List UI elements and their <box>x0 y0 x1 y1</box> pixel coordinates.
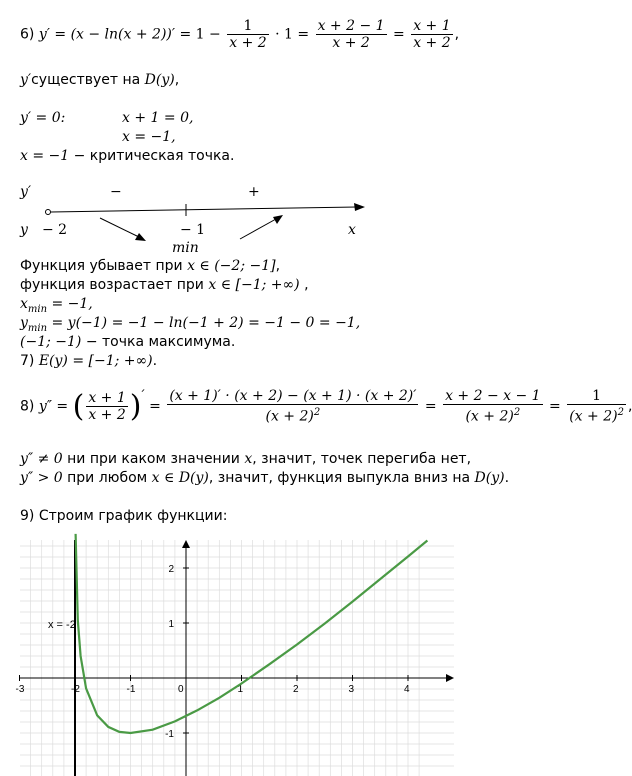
ymin-line: $y_{min} = y(-1) = -1 - \ln(-1 + 2) = -1 - 0 = -1$, <box>20 315 361 334</box>
sign-minus: − <box>110 184 122 200</box>
xmin-line: $x_{min} = -1$, <box>20 296 93 315</box>
fraction-1: $\frac{1}{x + 2}$ <box>229 18 267 51</box>
paren-fraction: $\frac{x + 1}{x + 2}$ <box>88 389 126 423</box>
sign-yprime: y′ <box>20 184 32 200</box>
sign-x: x <box>348 222 356 238</box>
x-tick-label: 0 <box>178 684 184 695</box>
yprime: y′ <box>38 26 50 43</box>
exists-line: y′существует на D(y), <box>20 72 180 88</box>
decrease-line: Функция убывает при x ∈ (−2; −1], <box>20 258 281 274</box>
point-line: (−1; −1) − точка максимума. <box>20 334 236 350</box>
asymptote-label: x = -2 <box>48 619 76 631</box>
zero-eq2: x = −1, <box>122 129 176 145</box>
inflection-line-2: y″ > 0 при любом x ∈ D(y), значит, функция выпукла вниз на D(y). <box>20 470 510 486</box>
sign-mid-point: − 1 <box>180 222 206 238</box>
step8-line: 8) y″ = ( $\frac{x + 1}{x + 2}$ )′ = $\frac{(x + 1)' \cdot (x + 2) - (x + 1) \cdot (x + 2)'}{(x + 2)^2}$ = $\frac{x + 2 - x - 1}{(x + 2)^2}$ = $\frac{1}{(x + 2)^2}$ , <box>20 388 632 425</box>
derivative-expression: (x − ln(x + 2))′ <box>70 26 176 43</box>
fraction-2: $\frac{x + 2 - 1}{x + 2}$ <box>317 18 385 51</box>
sign-left-bound: − 2 <box>42 222 68 238</box>
x-tick-label: -2 <box>71 684 80 695</box>
sign-min: min <box>172 240 199 256</box>
critical-line: x = −1 − критическая точка. <box>20 148 235 164</box>
function-graph <box>15 540 454 776</box>
one-minus: = 1 − <box>179 26 221 43</box>
x-axis-arrow <box>446 674 454 682</box>
x-tick-label: -1 <box>126 684 136 695</box>
quotient-fraction: $\frac{(x + 1)' \cdot (x + 2) - (x + 1) \cdot (x + 2)'}{(x + 2)^2}$ <box>169 388 417 425</box>
fraction-3: $\frac{x + 1}{x + 2}$ <box>413 18 451 51</box>
sign-plus: + <box>248 184 260 200</box>
zero-eq1: x + 1 = 0, <box>122 110 194 126</box>
graph-axes <box>20 540 454 776</box>
step6-line: 6) y′ = (x − ln(x + 2))′ = 1 − $\frac{1}{x + 2}$ · 1 = $\frac{x + 2 - 1}{x + 2}$ = $\frac{x + 1}{x + 2}$ , <box>20 18 460 51</box>
y-axis-arrow <box>182 540 190 548</box>
y-tick-label: 1 <box>168 619 174 630</box>
step9-label: 9) Строим график функции: <box>20 508 228 524</box>
increase-line: функция возрастает при x ∈ [−1; +∞) , <box>20 277 309 293</box>
x-tick-label: 1 <box>237 684 244 695</box>
sign-y: y <box>20 222 28 238</box>
step7-line: 7) E(y) = [−1; +∞). <box>20 353 158 369</box>
x-tick-label: 4 <box>404 684 410 695</box>
zero-label: y′ = 0: <box>20 110 66 126</box>
graph-grid <box>20 540 454 776</box>
x-tick-label: 2 <box>293 684 299 695</box>
step6-label: 6) <box>20 26 35 43</box>
y-tick-label: -1 <box>165 729 174 740</box>
y-tick-label: 2 <box>168 564 174 575</box>
x-tick-label: -3 <box>15 684 25 695</box>
result-fraction: $\frac{1}{(x + 2)^2}$ <box>569 388 624 425</box>
simplified-fraction: $\frac{x + 2 - x - 1}{(x + 2)^2}$ <box>445 388 541 425</box>
equals: = <box>54 26 67 43</box>
times-one: · 1 = <box>275 26 310 43</box>
x-tick-label: 3 <box>348 684 355 695</box>
inflection-line-1: y″ ≠ 0 ни при каком значении x, значит, точек перегиба нет, <box>20 451 472 467</box>
